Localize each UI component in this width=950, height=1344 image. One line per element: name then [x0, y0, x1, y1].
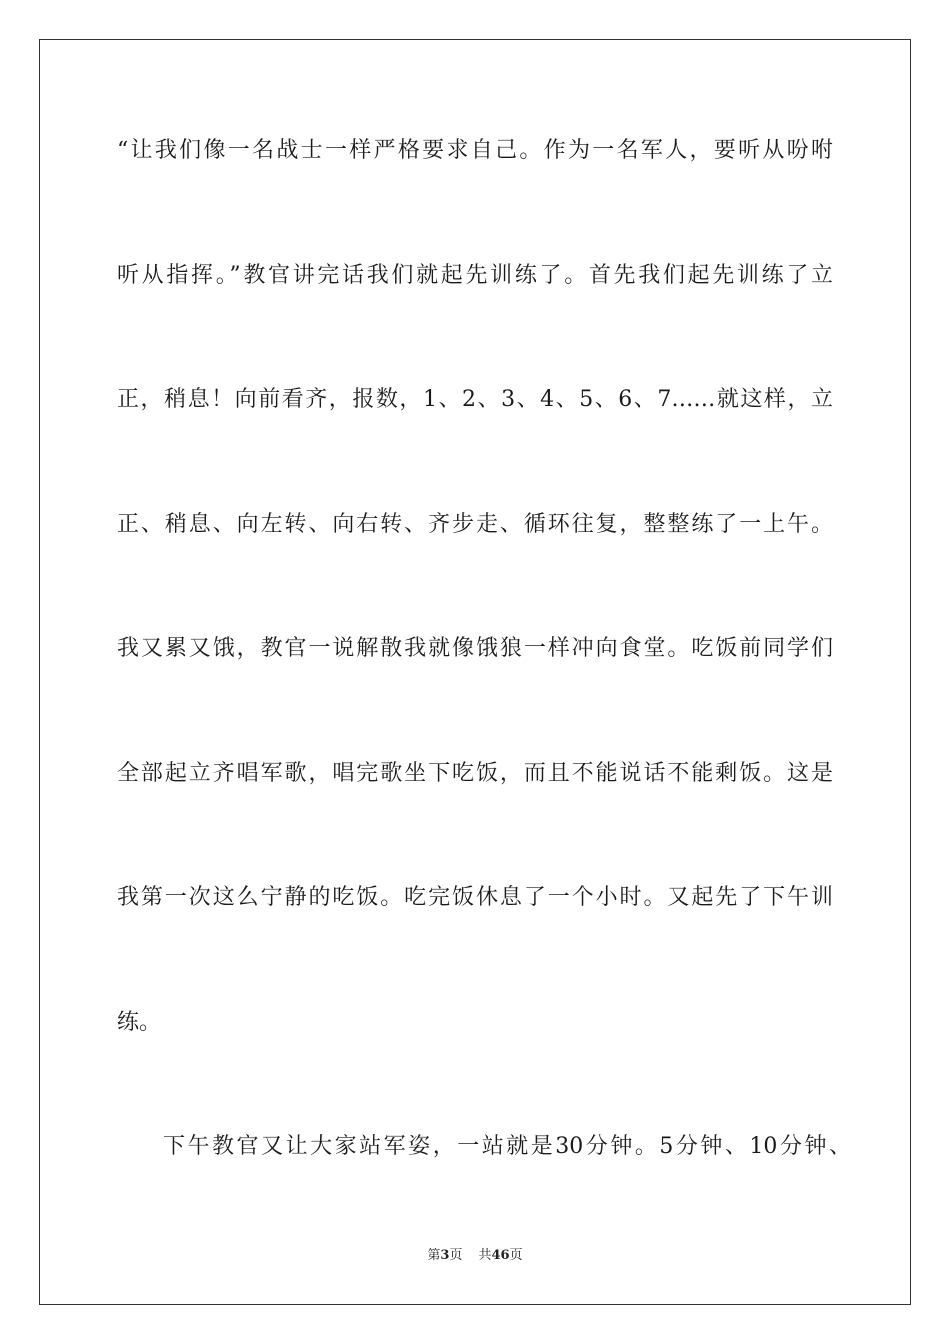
footer-total-prefix: 共 — [478, 1248, 492, 1263]
text-line-2: 听从指挥。”教官讲完话我们就起先训练了。首先我们起先训练了立 — [117, 263, 833, 288]
text-line-8: 练。 — [117, 1010, 162, 1035]
footer-page-total: 46 — [491, 1248, 510, 1263]
footer-page-suffix: 页 — [449, 1248, 463, 1263]
footer-total-suffix: 页 — [509, 1248, 523, 1263]
page-border — [39, 39, 911, 1305]
text-line-1: “让我们像一名战士一样严格要求自己。作为一名军人，要听从吩咐 — [117, 138, 833, 163]
text-line-9: 下午教官又让大家站军姿，一站就是30分钟。5分钟、10分钟、 — [163, 1134, 851, 1159]
text-line-3: 正，稍息！向前看齐，报数，1、2、3、4、5、6、7……就这样，立 — [117, 387, 833, 412]
footer-page-prefix: 第 — [427, 1248, 441, 1263]
text-line-6: 全部起立齐唱军歌，唱完歌坐下吃饭，而且不能说话不能剩饭。这是 — [117, 761, 833, 786]
text-line-5: 我又累又饿，教官一说解散我就像饿狼一样冲向食堂。吃饭前同学们 — [117, 636, 833, 661]
footer-page-current: 3 — [440, 1248, 450, 1263]
text-line-4: 正、稍息、向左转、向右转、齐步走、循环往复，整整练了一上午。 — [117, 512, 833, 537]
page-footer — [0, 1247, 950, 1265]
text-line-7: 我第一次这么宁静的吃饭。吃完饭休息了一个小时。又起先了下午训 — [117, 885, 833, 910]
